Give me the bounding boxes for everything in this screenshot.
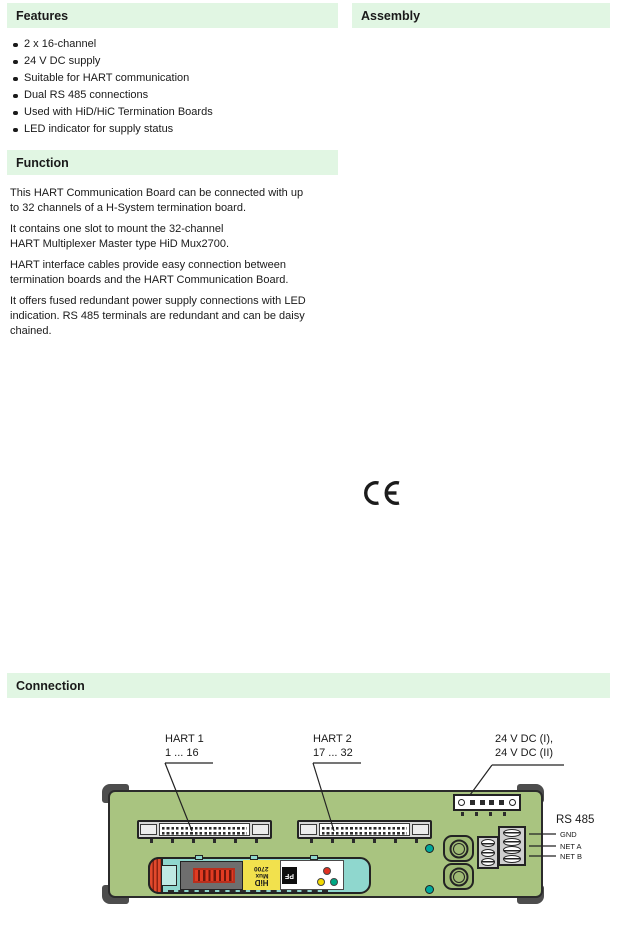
text-line: Mux [255, 871, 269, 879]
fuse-component [443, 863, 474, 890]
solder-pins [461, 812, 513, 816]
section-header-connection: Connection [7, 673, 610, 698]
text-line: to 32 channels of a H-System termination board. [10, 202, 247, 214]
text-line: This HART Communication Board can be connected with up [10, 187, 304, 199]
text-line: 2700 [254, 865, 269, 872]
text-line: 24 V DC (I), [495, 733, 554, 745]
hart1-ribbon-connector [137, 820, 272, 839]
screw-hole [458, 799, 465, 806]
label-rs485: RS 485 [556, 814, 595, 826]
text-line: HART interface cables provide easy connection between [10, 259, 286, 271]
text-line: termination boards and the HART Communication Board. [10, 274, 289, 286]
connector-latch [300, 824, 317, 835]
pepperl-fuchs-logo-icon: PF [282, 867, 297, 884]
screw-terminal [503, 855, 521, 863]
solder-pins [310, 839, 420, 843]
screw-terminal [481, 858, 495, 866]
status-led [425, 885, 434, 894]
text-line: HART Multiplexer Master type HiD Mux2700. [10, 238, 230, 250]
rs485-terminal-block-right [498, 826, 526, 866]
module-type-label-text [254, 865, 268, 886]
screw-terminal [481, 849, 495, 857]
features-list [10, 36, 340, 138]
section-header-function: Function [7, 150, 338, 175]
power-connector-24vdc [453, 794, 521, 811]
screw-terminal [503, 829, 521, 837]
module-type-label [243, 860, 280, 890]
label-net-b: NET B [560, 852, 582, 861]
feature-item: Suitable for HART communication [10, 70, 340, 87]
label-gnd: GND [560, 830, 577, 839]
text-line: chained. [10, 325, 52, 337]
feature-item: 24 V DC supply [10, 53, 340, 70]
feature-item: 2 x 16-channel [10, 36, 340, 53]
ce-mark-icon [363, 480, 401, 511]
module-dashed-edge [168, 890, 328, 892]
module-handle [161, 865, 177, 886]
section-header-assembly: Assembly [352, 3, 610, 28]
section-header-features: Features [7, 3, 338, 28]
text-line: 24 V DC (II) [495, 746, 554, 759]
hart2-ribbon-connector [297, 820, 432, 839]
connector-pin-field [319, 823, 410, 836]
connector-latch [252, 824, 269, 835]
status-led [425, 844, 434, 853]
label-24vdc [495, 733, 553, 760]
label-hart2 [313, 733, 353, 760]
text-line: 17 ... 32 [313, 746, 353, 759]
power-pin [470, 800, 475, 805]
screw-terminal [503, 846, 521, 854]
connector-latch [140, 824, 157, 835]
led-red [323, 867, 331, 875]
label-net-a: NET A [560, 842, 582, 851]
function-paragraph [10, 222, 346, 252]
text-line: 1 ... 16 [165, 746, 199, 759]
text-line: HART 1 [165, 733, 204, 745]
connector-latch [412, 824, 429, 835]
feature-item: Dual RS 485 connections [10, 87, 340, 104]
connector-pin-field [159, 823, 250, 836]
fuse-component [443, 835, 474, 862]
power-pin [480, 800, 485, 805]
module-red-connector [193, 868, 235, 883]
text-line: HART 2 [313, 733, 352, 745]
label-hart1 [165, 733, 204, 760]
hid-mux2700-module [148, 857, 371, 894]
screw-hole [509, 799, 516, 806]
led-yellow [317, 878, 325, 886]
module-socket-section [180, 861, 243, 890]
screw-terminal [503, 838, 521, 846]
feature-item: Used with HiD/HiC Termination Boards [10, 104, 340, 121]
function-paragraph [10, 186, 346, 216]
power-pin [499, 800, 504, 805]
led-green [330, 878, 338, 886]
function-paragraph [10, 294, 346, 339]
power-pin [489, 800, 494, 805]
text-line: indication. RS 485 terminals are redundant and can be daisy [10, 310, 305, 322]
text-line: It offers fused redundant power supply connections with LED [10, 295, 306, 307]
module-tab [195, 855, 203, 860]
module-led-section [280, 860, 344, 890]
text-line: HiD [254, 877, 269, 887]
screw-terminal [481, 839, 495, 847]
solder-pins [150, 839, 260, 843]
function-body-text [10, 186, 346, 345]
rs485-terminal-block-left [477, 836, 499, 869]
feature-item: LED indicator for supply status [10, 121, 340, 138]
text-line: It contains one slot to mount the 32-channel [10, 223, 224, 235]
function-paragraph [10, 258, 346, 288]
